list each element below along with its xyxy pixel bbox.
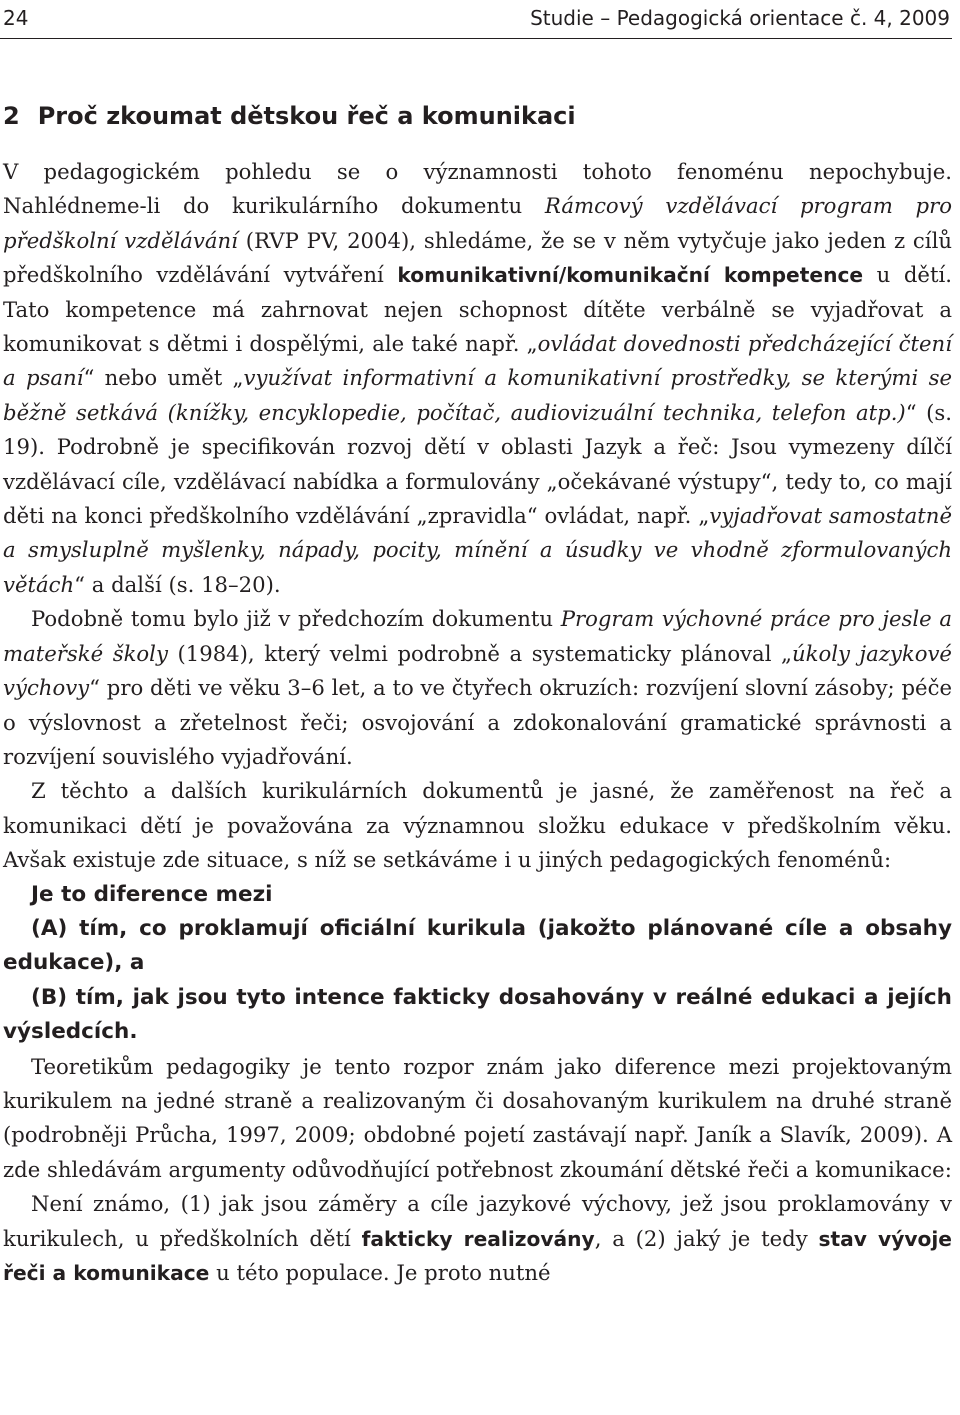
text-run: “ pro děti ve věku 3–6 let, a to ve čtyřech okruzích: rozvíjení slovní zásoby; péče o výslovnost a zřetelnost řeči; osvojování a zdokonalování gramatické správnosti a rozvíjení souvislého vyjadřování. bbox=[3, 675, 952, 769]
text-run: u této populace. Je proto nutné bbox=[209, 1260, 551, 1285]
italic-run: vyjadřovat samostatně a smysluplně myšlenky, nápady, pocity, mínění a úsudky ve vhodně zformulovaných větách bbox=[3, 503, 952, 597]
highlight-line-3: (B) tím, jak jsou tyto intence fakticky dosahovány v reálné edukaci a jejích výsledcích. bbox=[3, 984, 952, 1045]
text-run: (1984), který velmi podrobně a systematicky plánoval „ bbox=[167, 640, 792, 666]
running-header bbox=[0, 4, 952, 39]
body-text bbox=[3, 155, 952, 1290]
bold-run: komunikativní/komunikační kompetence bbox=[397, 263, 864, 288]
page-number: 24 bbox=[3, 6, 29, 30]
text-run: “ nebo umět „ bbox=[83, 365, 244, 391]
paragraph-3: Z těchto a dalších kurikulárních dokumentů je jasné, že zaměřenost na řeč a komunikaci dětí je považována za významnou složku edukace v předškolním věku. Avšak existuje zde situace, s níž se setkáváme i u jiných pedagogických fenoménů: bbox=[3, 778, 952, 873]
text-run: u dětí. Tato kompetence má zahrnovat nejen schopnost dítěte verbálně se vyjadřovat a komunikovat s dětmi i dospělými, ale také např. „ bbox=[3, 262, 952, 357]
text-run: , a (2) jaký je tedy bbox=[594, 1225, 819, 1251]
text-run: “ (s. 19). Podrobně je specifikován rozvoj dětí v oblasti Jazyk a řeč: Jsou vymezeny dílčí vzdělávací cíle, vzdělávací nabídka a formulovány „očekávané výstupy“, tedy to, co mají děti na konci předškolního vzdělávání „zpravidla“ ovládat, např. „ bbox=[3, 399, 953, 529]
italic-run: Program výchovné práce pro jesle a mateřské školy bbox=[3, 606, 952, 666]
italic-run: ovládat dovednosti předcházející čtení a psaní bbox=[3, 331, 952, 391]
italic-run: Rámcový vzdělávací program pro předškolní vzdělávání bbox=[3, 193, 952, 253]
italic-run: využívat informativní a komunikativní prostředky, se kterými se běžně setkává (knížky, encyklopedie, počítač, audiovizuální technika, telefon atp.) bbox=[3, 365, 952, 425]
bold-run: stav vývoje řeči a komunikace bbox=[3, 1226, 952, 1285]
paragraph-1 bbox=[3, 155, 952, 602]
text-run: Není známo, (1) jak jsou záměry a cíle jazykové výchovy, jež jsou proklamovány v kurikulech, u předškolních dětí bbox=[3, 1191, 952, 1251]
paragraph-2 bbox=[3, 602, 952, 774]
paragraph-5 bbox=[3, 1187, 952, 1290]
section-heading bbox=[3, 102, 594, 130]
highlight-line-2: (A) tím, co proklamují oficiální kurikula (jakožto plánované cíle a obsahy edukace), a bbox=[3, 915, 952, 976]
text-run: Podobně tomu bylo již v předchozím dokumentu bbox=[31, 606, 561, 632]
text-run: “ a další (s. 18–20). bbox=[74, 571, 281, 597]
highlight-line-1: Je to diference mezi bbox=[31, 881, 273, 907]
text-run: V pedagogickém pohledu se o významnosti tohoto fenoménu nepochybuje. Nahlédneme-li do kurikulárního dokumentu bbox=[3, 159, 952, 219]
italic-run: úkoly jazykové výchovy bbox=[3, 640, 952, 701]
paragraph-4: Teoretikům pedagogiky je tento rozpor znám jako diference mezi projektovaným kurikulem na jedné straně a realizovaným či dosahovaným kurikulem na druhé straně (podrobněji Průcha, 1997, 2009; obdobné pojetí zastávají např. Janík a Slavík, 2009). A zde shledávám argumenty odůvodňující potřebnost zkoumání dětské řeči a komunikace: bbox=[3, 1053, 952, 1182]
text-run: (RVP PV, 2004), shledáme, že se v něm vytyčuje jako jeden z cílů předškolního vzdělávání vytváření bbox=[3, 227, 952, 288]
section-title: Proč zkoumat dětskou řeč a komunikaci bbox=[37, 102, 576, 130]
section-number: 2 bbox=[3, 102, 20, 130]
journal-title: Studie – Pedagogická orientace č. 4, 2009 bbox=[530, 6, 950, 30]
bold-run: fakticky realizovány bbox=[361, 1226, 595, 1251]
